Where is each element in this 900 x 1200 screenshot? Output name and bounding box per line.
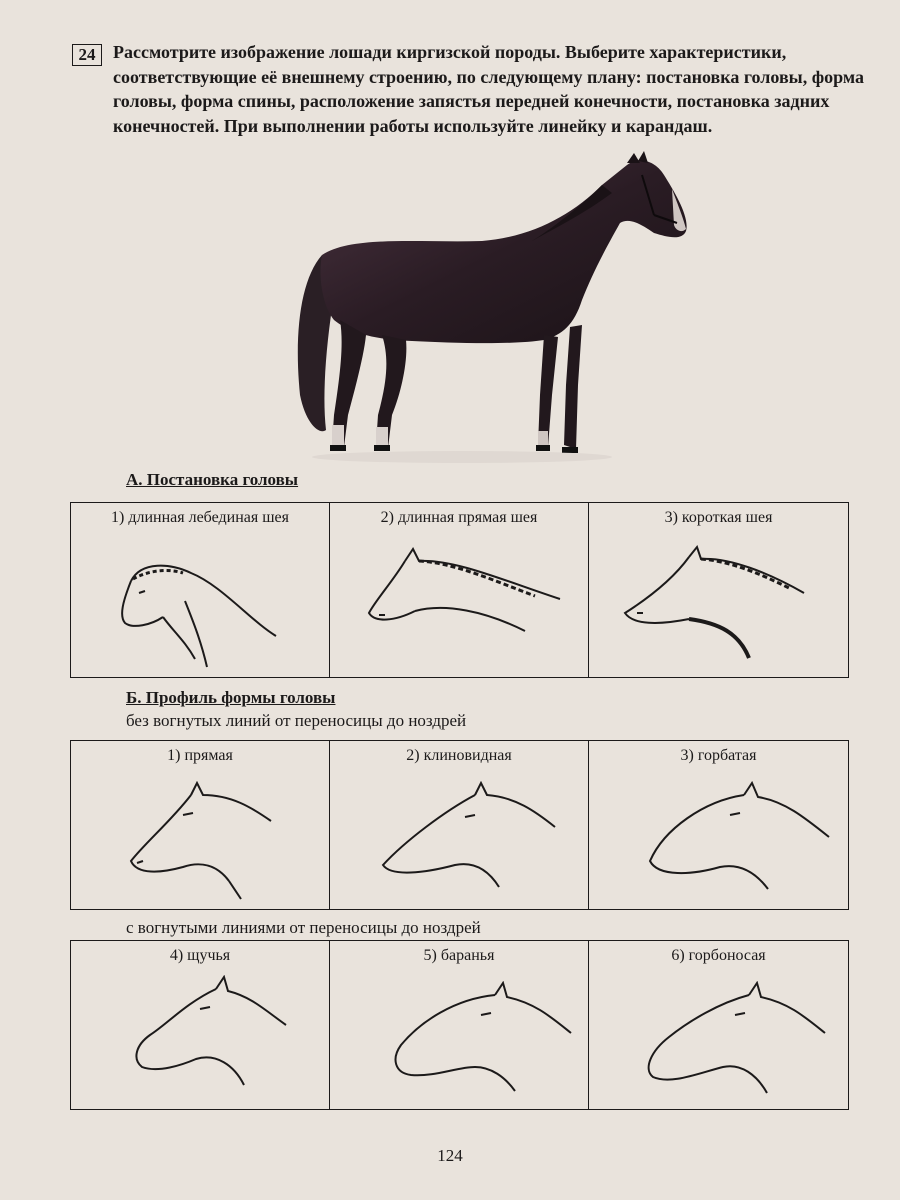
option-b1-cell <box>71 741 330 909</box>
option-a3-label: 3) короткая шея <box>664 509 773 526</box>
option-a1-cell <box>71 503 330 677</box>
section-b-grid-1 <box>70 740 849 910</box>
horse-illustration <box>282 145 702 470</box>
pike-head-sketch <box>126 975 306 1105</box>
option-b3-label: 3) горбатая <box>680 747 757 764</box>
short-neck-sketch <box>619 543 819 663</box>
option-b2-label: 2) клиновидная <box>406 747 512 764</box>
option-b3-cell <box>589 741 848 909</box>
section-b-subtitle-1: без вогнутых линий от переносицы до ноздрей <box>126 711 467 730</box>
humped-head-sketch <box>644 781 834 901</box>
page-number: 124 <box>437 1146 463 1165</box>
straight-neck-sketch <box>365 541 565 641</box>
roman-nose-head-sketch <box>639 981 829 1101</box>
ram-head-sketch <box>385 981 575 1101</box>
section-b-subtitle-2: с вогнутыми линиями от переносицы до ноздрей <box>126 918 481 937</box>
option-a2-label: 2) длинная прямая шея <box>380 509 538 526</box>
wedge-head-sketch <box>375 781 565 901</box>
option-b1-label: 1) прямая <box>167 747 233 764</box>
section-a-title: А. Постановка головы <box>126 470 299 489</box>
option-b4-label: 4) щучья <box>169 947 231 964</box>
option-b6-cell <box>589 941 848 1109</box>
swan-neck-sketch <box>111 541 291 671</box>
option-b2-cell <box>330 741 589 909</box>
option-b6-label: 6) горбоносая <box>671 947 766 964</box>
option-b5-cell <box>330 941 589 1109</box>
straight-head-sketch <box>121 781 301 901</box>
option-a1-label: 1) длинная лебединая шея <box>110 509 289 526</box>
section-b-title: Б. Профиль формы головы <box>126 688 336 707</box>
option-a2-cell <box>330 503 589 677</box>
section-a-grid <box>70 502 849 678</box>
option-b4-cell <box>71 941 330 1109</box>
option-b5-label: 5) баранья <box>423 947 495 964</box>
option-a3-cell <box>589 503 848 677</box>
section-b-grid-2 <box>70 940 849 1110</box>
task-number: 24 <box>72 44 102 66</box>
task-text: Рассмотрите изображение лошади киргизской породы. Выберите характеристики, соответствующие её внешнему строению, по следующему плану: постановка головы, форма головы, форма спины, расположение запястья передней конечности, постановка задних конечностей. При выполнении работы используйте линейку и карандаш. <box>113 42 865 136</box>
